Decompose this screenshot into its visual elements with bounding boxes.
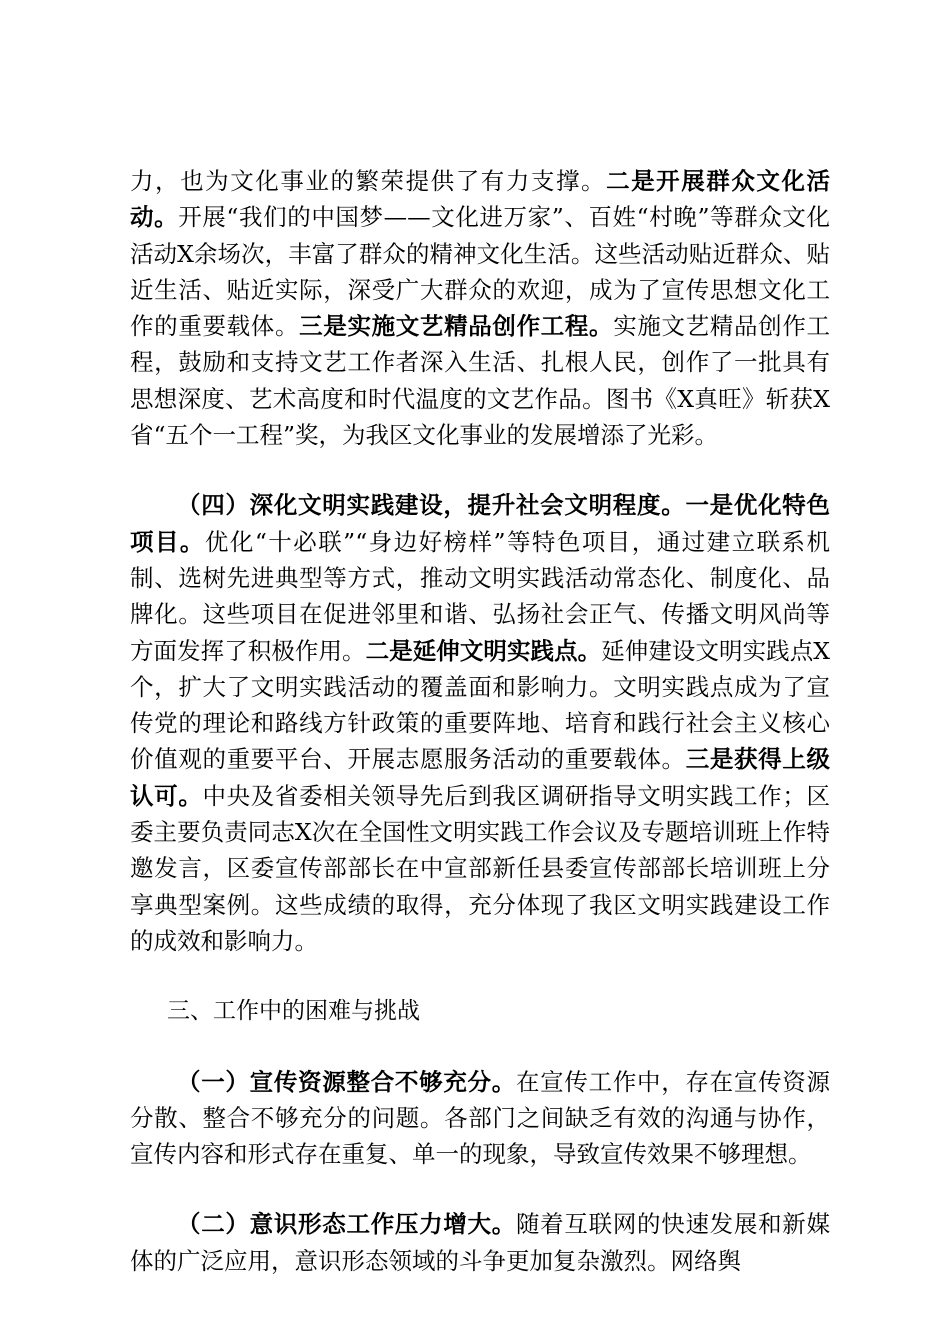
body-text: 实施文艺精品创作工程，鼓励和支持文艺工作者深入生活、扎根人民，创作了一批具有思想深度、艺术高度和时代温度的文艺作品。图书《X真旺》斩获X省“五个一工程”奖，为我区文化事业的发展增添了光彩。 bbox=[130, 312, 831, 450]
paragraph-culture-continued bbox=[130, 163, 830, 453]
body-text: 随着互联网的快速发展和新媒体的广泛应用，意识形态领域的斗争更加复杂激烈。网络舆 bbox=[130, 1210, 831, 1275]
body-text: 中央及省委相关领导先后到我区调研指导文明实践工作；区委主要负责同志X次在全国性文明实践工作会议及专题培训班上作特邀发言，区委宣传部部长在中宣部新任县委宣传部部长培训班上分享典型案例。这些成绩的取得，充分体现了我区文明实践建设工作的成效和影响力。 bbox=[130, 781, 831, 955]
document-body bbox=[130, 163, 830, 1313]
body-text: 优化“十必联”“身边好榜样”等特色项目，通过建立联系机制、选树先进典型等方式，推动文明实践活动常态化、制度化、品牌化。这些项目在促进邻里和谐、弘扬社会正气、传播文明风尚等方面发挥了积极作用。 bbox=[130, 527, 830, 665]
bold-lead: 二是开展群众文化活动。 bbox=[130, 167, 831, 232]
bold-lead: 三是获得上级认可。 bbox=[130, 745, 831, 810]
paragraph-civilization-practice bbox=[130, 487, 830, 959]
bold-lead: （四）深化文明实践建设，提升社会文明程度。一是优化特色项目。 bbox=[130, 491, 830, 556]
body-text: 力，也为文化事业的繁荣提供了有力支撑。 bbox=[130, 167, 607, 195]
body-text: 在宣传工作中，存在宣传资源分散、整合不够充分的问题。各部门之间缺乏有效的沟通与协作，宣传内容和形式存在重复、单一的现象，导致宣传效果不够理想。 bbox=[130, 1067, 831, 1169]
bold-lead: （二）意识形态工作压力增大。 bbox=[177, 1210, 516, 1239]
bold-lead: （一）宣传资源整合不够充分。 bbox=[177, 1067, 516, 1096]
body-text: 延伸建设文明实践点X个，扩大了文明实践活动的覆盖面和影响力。文明实践点成为了宣传党的理论和路线方针政策的重要阵地、培育和践行社会主义核心价值观的重要平台、开展志愿服务活动的重要载体。 bbox=[130, 636, 830, 774]
paragraph-ideology-pressure bbox=[130, 1206, 830, 1279]
paragraph-resource-integration bbox=[130, 1064, 830, 1173]
bold-lead: 三是实施文艺精品创作工程。 bbox=[299, 312, 614, 341]
body-text: 开展“我们的中国梦——文化进万家”、百姓“村晚”等群众文化活动X余场次，丰富了群众的精神文化生活。这些活动贴近群众、贴近生活、贴近实际，深受广大群众的欢迎，成为了宣传思想文化工作的重要载体。 bbox=[130, 203, 830, 341]
bold-lead: 二是延伸文明实践点。 bbox=[365, 636, 602, 665]
section-heading: 三、工作中的困难与挑战 bbox=[167, 998, 420, 1025]
